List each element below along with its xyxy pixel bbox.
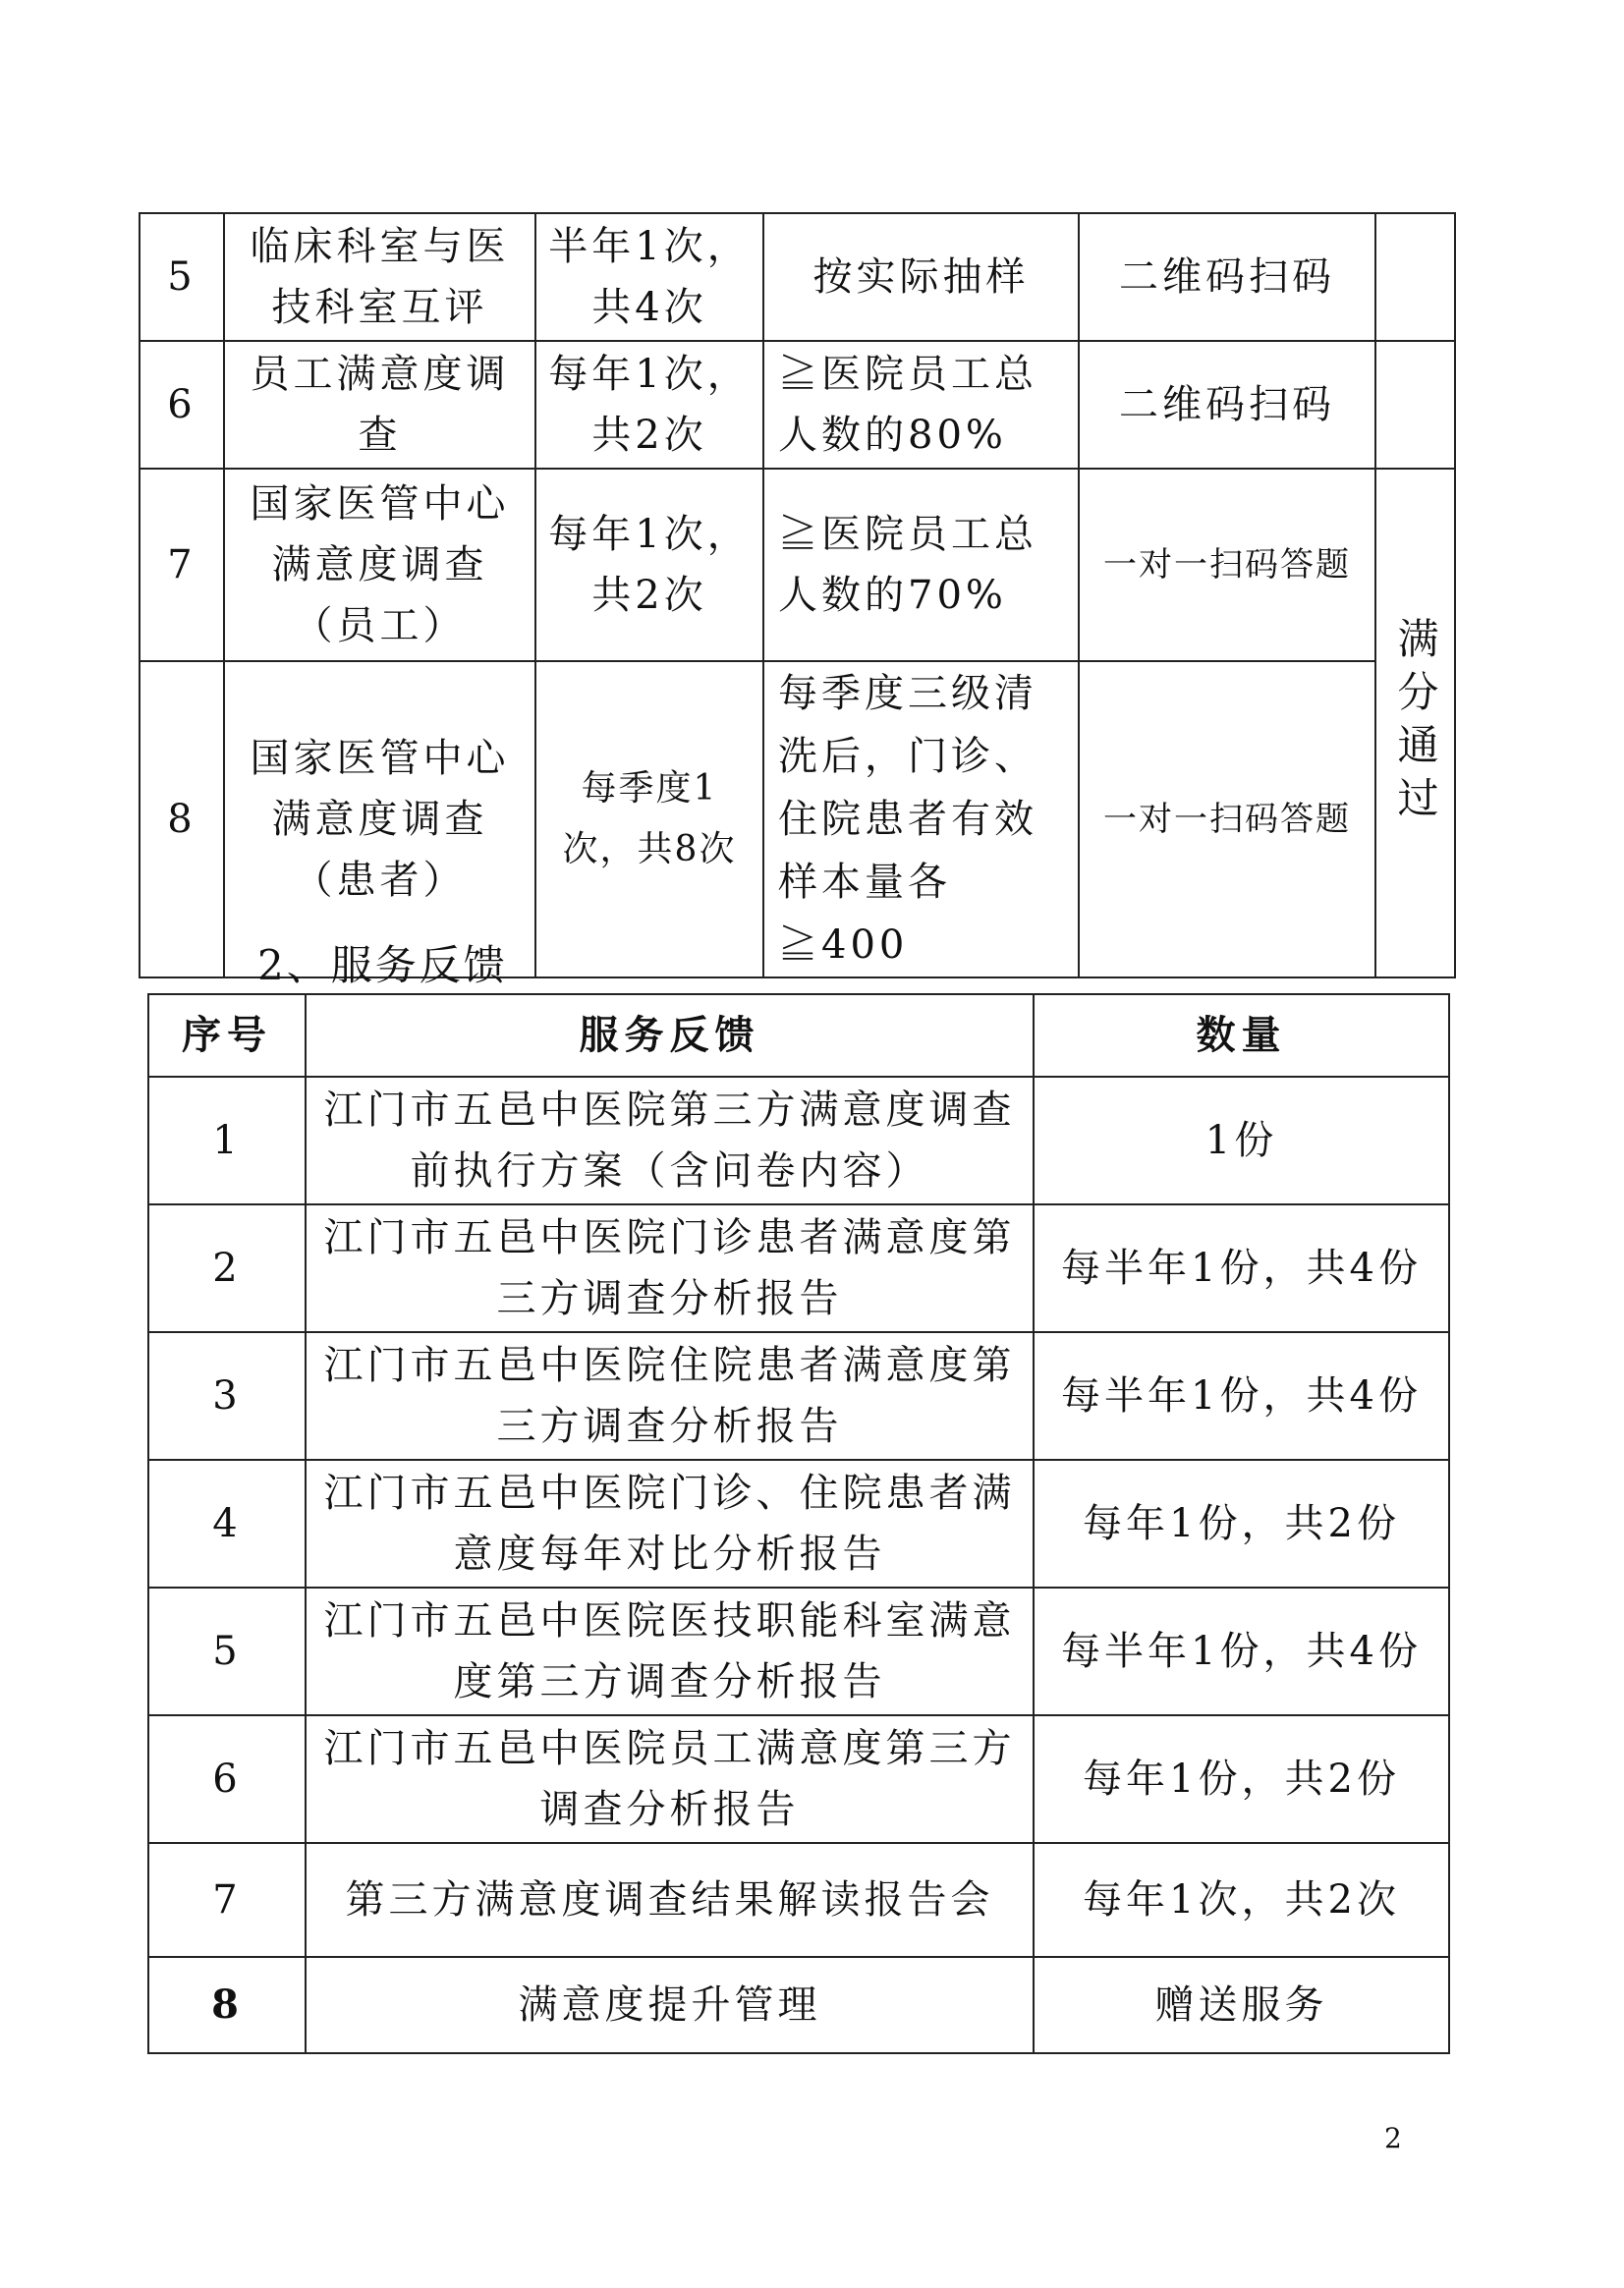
sample-size: ≧医院员工总人数的70%: [763, 469, 1079, 661]
row-number: 8: [148, 1957, 306, 2053]
feedback-item: 江门市五邑中医院门诊、住院患者满意度每年对比分析报告: [306, 1460, 1034, 1588]
row-number: 8: [140, 661, 224, 977]
survey-method: 一对一扫码答题: [1079, 661, 1375, 977]
feedback-item: 江门市五邑中医院住院患者满意度第三方调查分析报告: [306, 1332, 1034, 1460]
survey-frequency: 半年1次，共4次: [535, 213, 763, 341]
quantity: 每半年1份，共4份: [1034, 1204, 1449, 1332]
row-number: 6: [148, 1715, 306, 1843]
row-number: 3: [148, 1332, 306, 1460]
survey-method: 二维码扫码: [1079, 213, 1375, 341]
survey-item: 员工满意度调查: [224, 341, 535, 469]
survey-item: 国家医管中心满意度调查（员工）: [224, 469, 535, 661]
table-row: [148, 1588, 1449, 1715]
feedback-item: 江门市五邑中医院医技职能科室满意度第三方调查分析报告: [306, 1588, 1034, 1715]
table-row: [148, 1460, 1449, 1588]
table-row: [148, 1715, 1449, 1843]
feedback-item: 第三方满意度调查结果解读报告会: [306, 1843, 1034, 1957]
table-header-row: [148, 994, 1449, 1077]
quantity: 赠送服务: [1034, 1957, 1449, 2053]
quantity: 1份: [1034, 1077, 1449, 1204]
row-number: 5: [148, 1588, 306, 1715]
table-row: [140, 661, 1455, 977]
column-header-quantity: 数量: [1034, 994, 1449, 1077]
table-row: [140, 469, 1455, 661]
row-number: 1: [148, 1077, 306, 1204]
section-heading: 2、服务反馈: [257, 941, 508, 989]
column-header-feedback: 服务反馈: [306, 994, 1034, 1077]
survey-method: 二维码扫码: [1079, 341, 1375, 469]
table-row: [148, 1204, 1449, 1332]
sample-size: ≧医院员工总人数的80%: [763, 341, 1079, 469]
survey-plan-table: [139, 212, 1456, 978]
quantity: 每年1份，共2份: [1034, 1715, 1449, 1843]
row-number: 7: [140, 469, 224, 661]
survey-frequency: 每年1次，共2次: [535, 341, 763, 469]
row-number: 2: [148, 1204, 306, 1332]
feedback-item: 满意度提升管理: [306, 1957, 1034, 2053]
survey-frequency: 每年1次，共2次: [535, 469, 763, 661]
quantity: 每年1份，共2份: [1034, 1460, 1449, 1588]
full-score-note: 满分通过: [1375, 469, 1455, 977]
table-row: [148, 1957, 1449, 2053]
sample-size: 按实际抽样: [763, 213, 1079, 341]
page-number: 2: [1384, 2122, 1402, 2154]
feedback-item: 江门市五邑中医院员工满意度第三方调查分析报告: [306, 1715, 1034, 1843]
table-row: [140, 213, 1455, 341]
quantity: 每半年1份，共4份: [1034, 1332, 1449, 1460]
table-row: [148, 1843, 1449, 1957]
feedback-item: 江门市五邑中医院第三方满意度调查前执行方案（含问卷内容）: [306, 1077, 1034, 1204]
row-number: 7: [148, 1843, 306, 1957]
row-number: 6: [140, 341, 224, 469]
note-cell: [1375, 213, 1455, 341]
survey-item: 国家医管中心满意度调查（患者）: [224, 661, 535, 977]
table-row: [140, 341, 1455, 469]
survey-method: 一对一扫码答题: [1079, 469, 1375, 661]
survey-frequency: 每季度1次，共8次: [535, 661, 763, 977]
table-row: [148, 1077, 1449, 1204]
survey-item: 临床科室与医技科室互评: [224, 213, 535, 341]
row-number: 4: [148, 1460, 306, 1588]
feedback-item: 江门市五邑中医院门诊患者满意度第三方调查分析报告: [306, 1204, 1034, 1332]
sample-size: 每季度三级清洗后，门诊、住院患者有效样本量各≧400: [763, 661, 1079, 977]
note-cell: [1375, 341, 1455, 469]
service-feedback-table: [147, 993, 1450, 2054]
row-number: 5: [140, 213, 224, 341]
quantity: 每半年1份，共4份: [1034, 1588, 1449, 1715]
quantity: 每年1次，共2次: [1034, 1843, 1449, 1957]
column-header-number: 序号: [148, 994, 306, 1077]
table-row: [148, 1332, 1449, 1460]
